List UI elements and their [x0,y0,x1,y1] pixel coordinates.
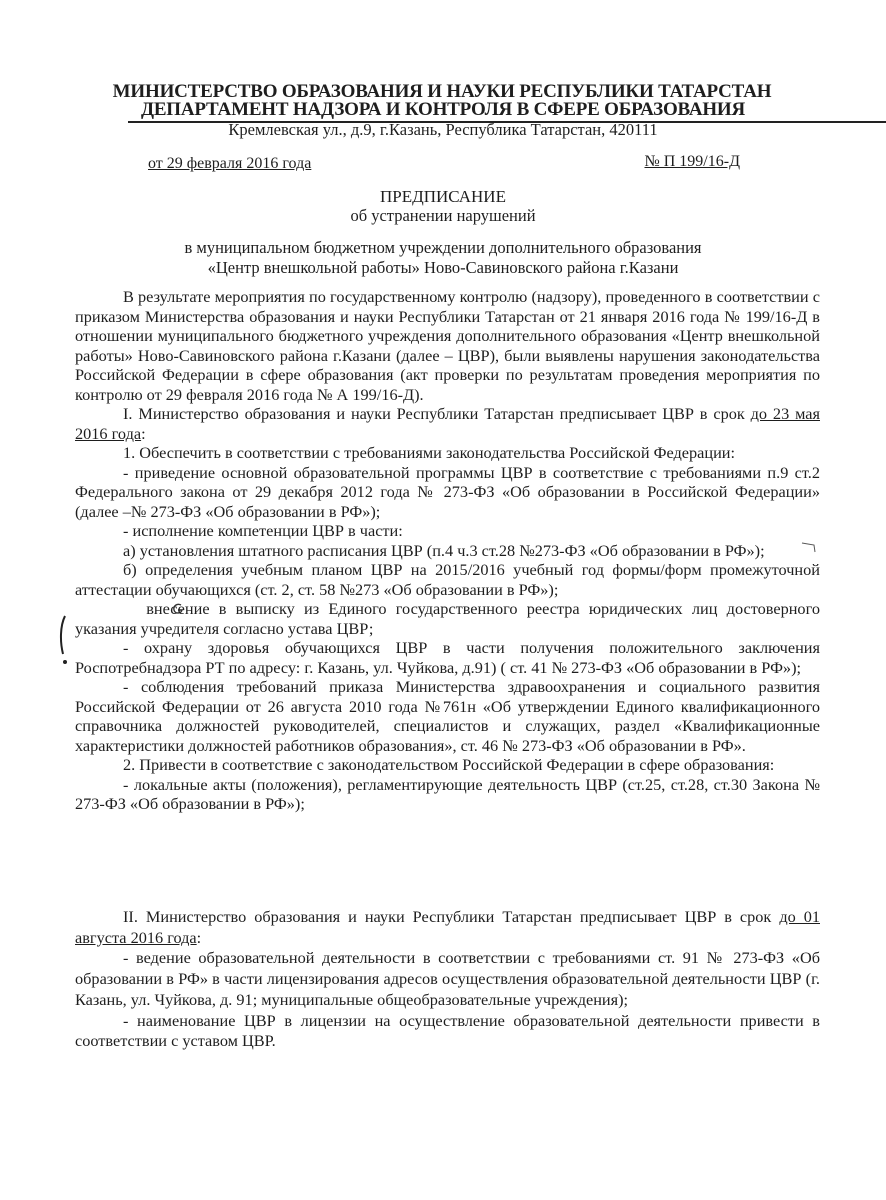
item-2-a: - локальные акты (положения), регламентирующие деятельность ЦВР (ст.25, ст.28, ст.30 Закона № 273-ФЗ «Об образовании в РФ»); [75,774,820,813]
document-number: № П 199/16-Д [644,153,740,170]
handwritten-mark-icon [123,599,137,619]
section-2-colon: : [196,927,202,947]
handwritten-bracket-icon [55,612,75,672]
body-section-1 [75,287,820,814]
address: Кремлевская ул., д.9, г.Казань, Республика Татарстан, 420111 [228,120,658,139]
item-1-b-a: а) установления штатного расписания ЦВР (п.4 ч.3 ст.28 №273-ФЗ «Об образовании в РФ»); [123,540,765,560]
item-1: 1. Обеспечить в соответствии с требованиями законодательства Российской Федерации: [123,443,736,462]
section-2-text: II. Министерство образования и науки Республики Татарстан предписывает ЦВР в срок [123,907,780,926]
section-2-deadline: до 01 августа 2016 года [75,907,820,947]
item-1-d: - охрану здоровья обучающихся ЦВР в части получения положительного заключения Роспотребнадзора РТ по адресу: г. Казань, ул. Чуйкова, д.91) ( ст. 41 № 273-ФЗ «Об образовании в РФ»); [75,638,820,677]
institution-line-1: в муниципальном бюджетном учреждении дополнительного образования [184,238,702,257]
document-subtitle: об устранении нарушений [350,206,536,225]
item-1-c [75,599,820,638]
section-1-text: I. Министерство образования и науки Республики Татарстан предписывает ЦВР в срок [123,404,751,423]
item-2: 2. Привести в соответствие с законодательством Российской Федерации в сфере образования: [123,755,775,774]
body-section-2 [75,907,820,1052]
department-name: ДЕПАРТАМЕНТ НАДЗОРА И КОНТРОЛЯ В СФЕРЕ ОБРАЗОВАНИЯ [140,99,746,120]
item-1-e: - соблюдения требований приказа Министерства здравоохранения и социального развития Российской Федерации от 26 августа 2010 года №761н «Об утверждении Единого квалификационного справочника должностей руководителей, специалистов и служащих, раздел «Квалификационные характеристики должностей работников образования», ст. 46 № 273-ФЗ «Об образовании в РФ». [75,677,820,755]
item-1-c-text: внесение в выписку из Единого государственного реестра юридических лиц достоверного указания учредителя согласно устава ЦВР; [75,599,820,638]
document-date: от 29 февраля 2016 года [148,155,312,172]
section-1-deadline: до 23 мая 2016 года [75,404,820,443]
section-1-heading [75,404,820,443]
document-title: ПРЕДПИСАНИЕ [380,187,506,206]
institution-line-2: «Центр внешкольной работы» Ново-Савиновского района г.Казани [207,258,679,277]
intro-paragraph: В результате мероприятия по государственному контролю (надзору), проведенного в соответствии с приказом Министерства образования и науки Республики Татарстан от 21 января 2016 года № 199/16-Д в отношении муниципального бюджетного учреждения дополнительного образования «Центр внешкольной работы» Ново-Савиновского района г.Казани (далее – ЦВР), были выявлены нарушения законодательства Российской Федерации в сфере образования (акт проверки по результатам проведения мероприятия по контролю от 29 февраля 2016 года № А 199/16-Д). [75,287,820,404]
section-2-item-2: - наименование ЦВР в лицензии на осуществление образовательной деятельности привести в соответствии с уставом ЦВР. [75,1010,820,1051]
ministry-name: МИНИСТЕРСТВО ОБРАЗОВАНИЯ И НАУКИ РЕСПУБЛИКИ ТАТАРСТАН [112,81,772,102]
item-1-a: - приведение основной образовательной программы ЦВР в соответствие с требованиями п.9 ст.2 Федерального закона от 29 декабря 2012 года № 273-ФЗ «Об образовании в Российской Федерации» (далее –№ 273-ФЗ «Об образовании в РФ»); [75,462,820,521]
item-1-b: - исполнение компетенции ЦВР в части: [123,521,403,540]
section-2-item-1: - ведение образовательной деятельности в соответствии с требованиями ст. 91 № 273-ФЗ «Об образовании в РФ» в части лицензирования адресов осуществления образовательной деятельности ЦВР (г. Казань, ул. Чуйкова, д. 91; муниципальные общеобразовательные учреждения); [75,948,820,1009]
item-1-b-b: б) определения учебным планом ЦВР на 2015/2016 учебный год формы/форм промежуточной аттестации обучающихся (ст. 2, ст. 58 №273 «Об образовании в РФ»); [75,560,820,599]
pen-mark-icon [800,540,820,554]
section-1-colon: : [141,423,146,443]
section-2-heading [75,907,820,948]
